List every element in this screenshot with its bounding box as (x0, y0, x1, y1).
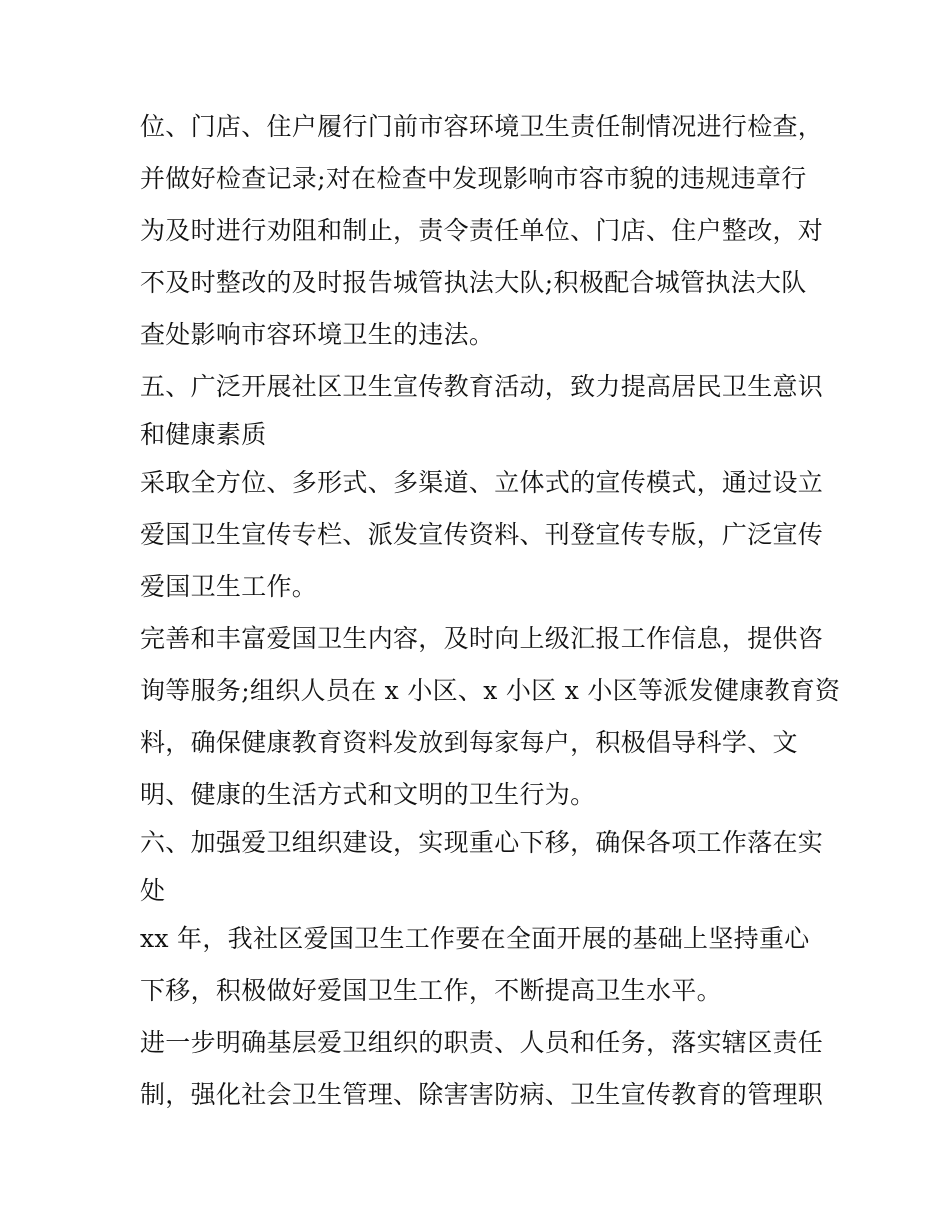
text-line: 明、健康的生活方式和文明的卫生行为。 (140, 780, 596, 809)
section-heading: 和健康素质 (140, 420, 267, 449)
text-line: 采取全方位、多形式、多渠道、立体式的宣传模式，通过设立 (140, 468, 824, 497)
text-line: 位、门店、住户履行门前市容环境卫生责任制情况进行检查， (140, 112, 824, 141)
section-heading: 六、加强爱卫组织建设，实现重心下移，确保各项工作落在实 (140, 828, 824, 857)
text-line: 爱国卫生宣传专栏、派发宣传资料、刊登宣传专版，广泛宣传 (140, 520, 824, 549)
text-line: 料，确保健康教育资料发放到每家每户，积极倡导科学、文 (140, 728, 798, 757)
text-line: 制，强化社会卫生管理、除害害防病、卫生宣传教育的管理职 (140, 1080, 824, 1109)
text-line: 完善和丰富爱国卫生内容，及时向上级汇报工作信息，提供咨 (140, 624, 824, 653)
text-line: 为及时进行劝阻和制止，责令责任单位、门店、住户整改，对 (140, 216, 824, 245)
text-line: 下移，积极做好爱国卫生工作，不断提高卫生水平。 (140, 976, 722, 1005)
text-line: 进一步明确基层爱卫组织的职责、人员和任务，落实辖区责任 (140, 1028, 824, 1057)
section-heading: 五、广泛开展社区卫生宣传教育活动，致力提高居民卫生意识 (140, 372, 824, 401)
text-line: 询等服务;组织人员在 x 小区、x 小区 x 小区等派发健康教育资 (140, 676, 841, 705)
text-line: 查处影响市容环境卫生的违法。 (140, 320, 495, 349)
section-heading: 处 (140, 876, 166, 905)
text-line: 爱国卫生工作。 (140, 572, 318, 601)
text-line: 并做好检查记录;对在检查中发现影响市容市貌的违规违章行 (140, 164, 807, 193)
text-line: xx 年，我社区爱国卫生工作要在全面开展的基础上坚持重心 (140, 924, 810, 953)
text-line: 不及时整改的及时报告城管执法大队;积极配合城管执法大队 (140, 268, 807, 297)
